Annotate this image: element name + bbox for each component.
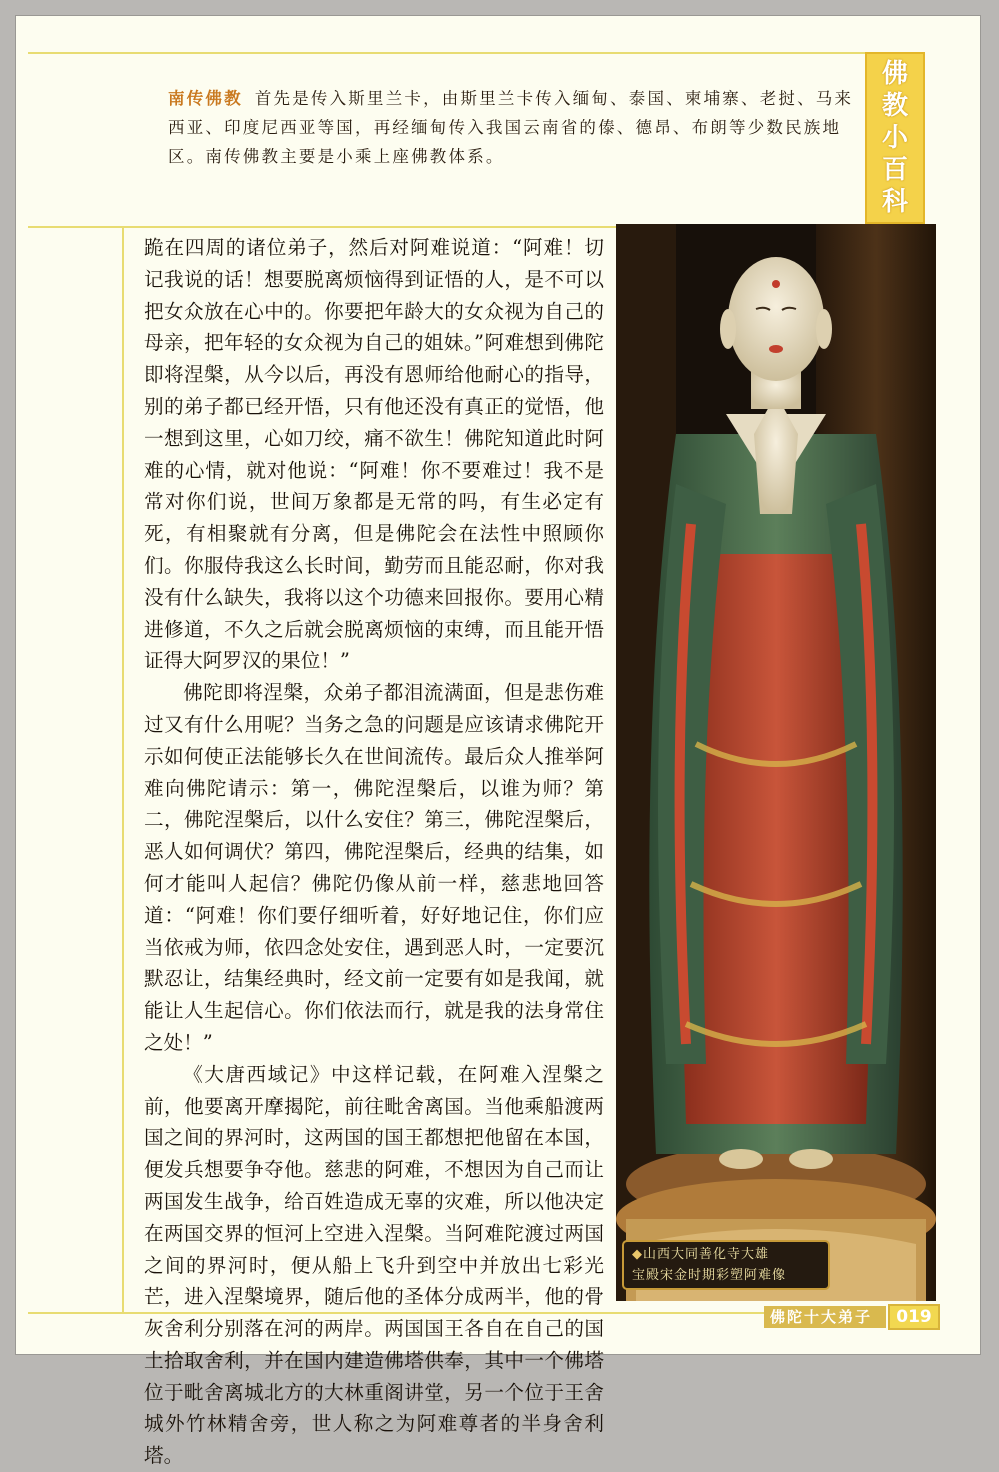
sidebar-char: 小 bbox=[881, 123, 908, 153]
paragraph: 《大唐西域记》中这样记载，在阿难入涅槃之前，他要离开摩揭陀，前往毗舍离国。当他乘船渡两国之间的界河时，这两国的国王都想把他留在本国，便发兵想要争夺他。慈悲的阿难，不想因为自己而让两国发生战争，给百姓造成无辜的灾难，所以他决定在两国交界的恒河上空进入涅槃。当阿难陀渡过两国之间的界河时，便从船上飞升到空中并放出七彩光芒，进入涅槃境界，随后他的圣体分成两半，他的骨灰舍利分别落在河的两岸。两国国王各自在自己的国土拾取舍利，并在国内建造佛塔供奉，其中一个佛塔位于毗舍离城北方的大林重阁讲堂，另一个位于王舍城外竹林精舍旁，世人称之为阿难尊者的半身舍利塔。 bbox=[144, 1062, 604, 1468]
intro-note bbox=[168, 84, 868, 171]
intro-text: 首先是传入斯里兰卡，由斯里兰卡传入缅甸、泰国、柬埔寨、老挝、马来西亚、印度尼西亚等国，再经缅甸传入我国云南省的傣、德昂、布朗等少数民族地区。南传佛教主要是小乘上座佛教体系。 bbox=[168, 89, 854, 166]
caption-line-2: 宝殿宋金时期彩塑阿难像 bbox=[632, 1268, 787, 1283]
paragraph: 佛陀即将涅槃，众弟子都泪流满面，但是悲伤难过又有什么用呢？当务之急的问题是应该请求佛陀开示如何使正法能够长久在世间流传。最后众人推举阿难向佛陀请示：第一，佛陀涅槃后，以谁为师？第二，佛陀涅槃后，以什么安住？第三，佛陀涅槃后，恶人如何调伏？第四，佛陀涅槃后，经典的结集，如何才能叫人起信？佛陀仍像从前一样，慈悲地回答道：“阿难！你们要仔细听着，好好地记住，你们应当依戒为师，依四念处安住，遇到恶人时，一定要沉默忍让，结集经典时，经文前一定要有如是我闻，就能让人生起信心。你们依法而行，就是我的法身常住之处！” bbox=[144, 681, 604, 1054]
main-text bbox=[144, 232, 604, 1472]
ananda-statue-illustration bbox=[616, 224, 936, 1301]
statue-photo bbox=[616, 224, 936, 1301]
intro-lead: 南传佛教 bbox=[168, 89, 243, 108]
bottom-rule bbox=[28, 1312, 770, 1314]
sidebar-banner bbox=[865, 52, 925, 224]
diamond-icon: ◆ bbox=[632, 1247, 643, 1262]
divider-vertical bbox=[122, 226, 124, 1312]
chapter-title: 佛陀十大弟子 bbox=[770, 1308, 873, 1326]
sidebar-char: 佛 bbox=[881, 59, 908, 89]
top-rule bbox=[28, 52, 870, 54]
page-number: 019 bbox=[888, 1304, 940, 1330]
photo-caption bbox=[622, 1240, 830, 1290]
sidebar-char: 百 bbox=[881, 155, 908, 185]
caption-line-1: 山西大同善化寺大雄 bbox=[643, 1247, 770, 1262]
divider-horizontal bbox=[28, 226, 624, 228]
paragraph: 跪在四周的诸位弟子，然后对阿难说道：“阿难！切记我说的话！想要脱离烦恼得到证悟的人，是不可以把女众放在心中的。你要把年龄大的女众视为自己的母亲，把年轻的女众视为自己的姐妹。”阿难想到佛陀即将涅槃，从今以后，再没有恩师给他耐心的指导，别的弟子都已经开悟，只有他还没有真正的觉悟，他一想到这里，心如刀绞，痛不欲生！佛陀知道此时阿难的心情，就对他说：“阿难！你不要难过！我不是常对你们说，世间万象都是无常的吗，有生必定有死，有相聚就有分离，但是佛陀会在法性中照顾你们。你服侍我这么长时间，勤劳而且能忍耐，你对我没有什么缺失，我将以这个功德来回报你。要用心精进修道，不久之后就会脱离烦恼的束缚，而且能开悟证得大阿罗汉的果位！” bbox=[144, 236, 604, 673]
sidebar-char: 科 bbox=[881, 187, 908, 217]
sidebar-char: 教 bbox=[881, 91, 908, 121]
